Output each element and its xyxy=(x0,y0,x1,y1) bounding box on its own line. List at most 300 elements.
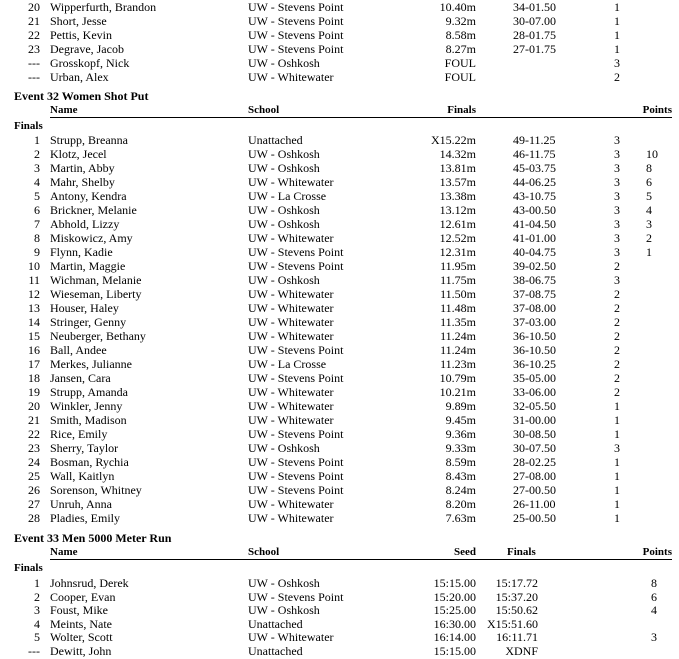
mark-metric: 9.36m xyxy=(445,427,476,441)
flight-number: 3 xyxy=(614,441,620,455)
result-row xyxy=(0,189,679,203)
school-name: UW - Whitewater xyxy=(248,511,334,525)
final-time: X15:51.60 xyxy=(487,616,538,631)
points-cell: 8 xyxy=(651,576,657,590)
mark-metric: 11.23m xyxy=(440,357,476,371)
mark-metric: 8.59m xyxy=(445,455,476,469)
mark-metric: 10.40m xyxy=(439,0,476,14)
athlete-name: Houser, Haley xyxy=(50,301,119,315)
result-row xyxy=(0,287,679,301)
flight-number: 1 xyxy=(614,511,620,525)
result-row xyxy=(0,590,679,604)
school-name: UW - Oshkosh xyxy=(248,273,320,287)
mark-imperial: 31-00.00 xyxy=(513,413,556,427)
athlete-name: Sherry, Taylor xyxy=(50,441,119,455)
school-name: UW - Stevens Point xyxy=(248,483,344,497)
mark-metric: 13.57m xyxy=(439,175,476,189)
result-row xyxy=(0,28,679,42)
header-points: Points xyxy=(642,546,672,558)
seed-time: 16:14.00 xyxy=(433,630,476,645)
athlete-name: Urban, Alex xyxy=(50,70,109,84)
athlete-name: Foust, Mike xyxy=(50,603,109,618)
result-row xyxy=(0,245,679,259)
school-name: UW - Whitewater xyxy=(248,287,334,301)
flight-number: 3 xyxy=(614,245,620,259)
school-name: UW - Stevens Point xyxy=(248,28,344,42)
athlete-name: Johnsrud, Derek xyxy=(50,576,129,590)
place-cell: 20 xyxy=(28,399,40,413)
school-name: UW - Oshkosh xyxy=(248,603,320,618)
flight-number: 3 xyxy=(614,56,620,70)
flight-number: 3 xyxy=(614,175,620,189)
school-name: UW - Whitewater xyxy=(248,175,334,189)
result-row xyxy=(0,497,679,511)
athlete-name: Winkler, Jenny xyxy=(50,399,123,413)
athlete-name: Strupp, Breanna xyxy=(50,133,128,147)
mark-imperial: 27-00.50 xyxy=(513,483,556,497)
mark-metric: 14.32m xyxy=(439,147,476,161)
mark-metric: 11.35m xyxy=(440,315,476,329)
place-cell: 21 xyxy=(28,413,40,427)
mark-imperial: 43-00.50 xyxy=(513,203,556,217)
school-name: UW - Oshkosh xyxy=(248,161,320,175)
place-cell: 4 xyxy=(34,616,40,631)
place-cell: 23 xyxy=(28,42,40,56)
points-cell: 6 xyxy=(646,175,652,189)
place-cell: 3 xyxy=(34,161,40,175)
result-row xyxy=(0,469,679,483)
event-33-title-line xyxy=(0,531,679,545)
mark-metric: 13.12m xyxy=(439,203,476,217)
place-cell: 8 xyxy=(34,231,40,245)
mark-metric: 12.61m xyxy=(439,217,476,231)
place-cell: 5 xyxy=(34,630,40,645)
mark-imperial: 27-08.00 xyxy=(513,469,556,483)
school-name: UW - Stevens Point xyxy=(248,245,344,259)
mark-imperial: 41-01.00 xyxy=(513,231,556,245)
athlete-name: Degrave, Jacob xyxy=(50,42,124,56)
athlete-name: Wall, Kaitlyn xyxy=(50,469,115,483)
flight-number: 1 xyxy=(614,455,620,469)
place-cell: 20 xyxy=(28,0,40,14)
header-name: Name xyxy=(50,546,78,558)
school-name: UW - Stevens Point xyxy=(248,455,344,469)
result-row xyxy=(0,603,679,617)
place-cell: 21 xyxy=(28,14,40,28)
flight-number: 2 xyxy=(614,371,620,385)
final-time: 15:17.72 xyxy=(495,576,538,590)
mark-imperial: 33-06.00 xyxy=(513,385,556,399)
seed-time: 15:15.00 xyxy=(433,644,476,658)
event-32-section-label: Finals xyxy=(14,120,43,132)
event-33-section-line xyxy=(0,561,679,575)
athlete-name: Stringer, Genny xyxy=(50,315,127,329)
place-cell: 11 xyxy=(28,273,40,287)
school-name: UW - Stevens Point xyxy=(248,589,344,604)
event-32-title-line xyxy=(0,89,679,103)
mark-imperial: 28-01.75 xyxy=(513,28,556,42)
result-row xyxy=(0,343,679,357)
mark-metric: FOUL xyxy=(444,70,476,84)
header-finals: Finals xyxy=(447,104,476,116)
school-name: Unattached xyxy=(248,644,303,658)
result-row xyxy=(0,175,679,189)
result-row xyxy=(0,357,679,371)
final-time: 15:37.20 xyxy=(495,589,538,604)
school-name: UW - Whitewater xyxy=(248,630,334,645)
mark-imperial: 25-00.50 xyxy=(513,511,556,525)
mark-imperial: 49-11.25 xyxy=(513,133,556,147)
athlete-name: Mahr, Shelby xyxy=(50,175,115,189)
points-cell: 1 xyxy=(646,245,652,259)
place-cell: 25 xyxy=(28,469,40,483)
athlete-name: Miskowicz, Amy xyxy=(50,231,133,245)
points-cell: 6 xyxy=(651,589,657,604)
flight-number: 1 xyxy=(614,427,620,441)
mark-imperial: 37-03.00 xyxy=(513,315,556,329)
place-cell: --- xyxy=(28,70,40,84)
flight-number: 1 xyxy=(614,413,620,427)
school-name: Unattached xyxy=(248,133,303,147)
place-cell: 6 xyxy=(34,203,40,217)
school-name: UW - Stevens Point xyxy=(248,259,344,273)
final-time: XDNF xyxy=(505,644,538,658)
mark-imperial: 44-06.25 xyxy=(513,175,556,189)
mark-metric: 9.45m xyxy=(445,413,476,427)
mark-imperial: 28-02.25 xyxy=(513,455,556,469)
place-cell: 26 xyxy=(28,483,40,497)
result-row xyxy=(0,371,679,385)
mark-metric: 10.21m xyxy=(439,385,476,399)
place-cell: 3 xyxy=(34,603,40,618)
place-cell: 2 xyxy=(34,589,40,604)
mark-imperial: 36-10.25 xyxy=(513,357,556,371)
place-cell: 23 xyxy=(28,441,40,455)
result-row xyxy=(0,56,679,70)
athlete-name: Wipperfurth, Brandon xyxy=(50,0,157,14)
event-32-header-row xyxy=(0,103,679,117)
school-name: UW - Stevens Point xyxy=(248,427,344,441)
final-time: 16:11.71 xyxy=(496,630,538,645)
mark-metric: 11.48m xyxy=(440,301,476,315)
flight-number: 3 xyxy=(614,147,620,161)
flight-number: 1 xyxy=(614,42,620,56)
mark-metric: 12.52m xyxy=(439,231,476,245)
result-row xyxy=(0,630,679,644)
athlete-name: Neuberger, Bethany xyxy=(50,329,146,343)
athlete-name: Sorenson, Whitney xyxy=(50,483,142,497)
athlete-name: Strupp, Amanda xyxy=(50,385,128,399)
flight-number: 2 xyxy=(614,70,620,84)
athlete-name: Wieseman, Liberty xyxy=(50,287,142,301)
school-name: UW - Whitewater xyxy=(248,329,334,343)
place-cell: --- xyxy=(28,644,40,658)
athlete-name: Jansen, Cara xyxy=(50,371,111,385)
final-time: 15:50.62 xyxy=(495,603,538,618)
athlete-name: Short, Jesse xyxy=(50,14,107,28)
school-name: UW - Whitewater xyxy=(248,385,334,399)
place-cell: 9 xyxy=(34,245,40,259)
result-row xyxy=(0,133,679,147)
place-cell: 27 xyxy=(28,497,40,511)
result-row xyxy=(0,231,679,245)
points-cell: 8 xyxy=(646,161,652,175)
place-cell: 22 xyxy=(28,28,40,42)
mark-metric: 9.89m xyxy=(445,399,476,413)
mark-metric: 13.81m xyxy=(439,161,476,175)
mark-imperial: 26-11.00 xyxy=(513,497,556,511)
place-cell: 16 xyxy=(28,343,40,357)
mark-metric: 11.24m xyxy=(440,329,476,343)
school-name: UW - Oshkosh xyxy=(248,441,320,455)
school-name: UW - Whitewater xyxy=(248,413,334,427)
seed-time: 15:25.00 xyxy=(433,603,476,618)
mark-metric: 8.24m xyxy=(445,483,476,497)
athlete-name: Flynn, Kadie xyxy=(50,245,113,259)
mark-metric: 11.24m xyxy=(440,343,476,357)
athlete-name: Smith, Madison xyxy=(50,413,127,427)
athlete-name: Rice, Emily xyxy=(50,427,108,441)
school-name: UW - Stevens Point xyxy=(248,0,344,14)
mark-metric: 9.32m xyxy=(445,14,476,28)
school-name: UW - Stevens Point xyxy=(248,469,344,483)
school-name: UW - Oshkosh xyxy=(248,56,320,70)
result-row xyxy=(0,301,679,315)
athlete-name: Cooper, Evan xyxy=(50,589,116,604)
mark-metric: 8.58m xyxy=(445,28,476,42)
athlete-name: Meints, Nate xyxy=(50,616,112,631)
result-row xyxy=(0,617,679,631)
mark-metric: 8.43m xyxy=(445,469,476,483)
result-row xyxy=(0,511,679,525)
result-row xyxy=(0,644,679,658)
result-row xyxy=(0,147,679,161)
header-rule xyxy=(50,559,672,560)
mark-metric: 7.63m xyxy=(445,511,476,525)
place-cell: 19 xyxy=(28,385,40,399)
school-name: UW - Stevens Point xyxy=(248,343,344,357)
flight-number: 2 xyxy=(614,315,620,329)
flight-number: 3 xyxy=(614,273,620,287)
mark-imperial: 40-04.75 xyxy=(513,245,556,259)
flight-number: 1 xyxy=(614,0,620,14)
seed-time: 15:15.00 xyxy=(433,576,476,590)
mark-imperial: 46-11.75 xyxy=(513,147,556,161)
athlete-name: Abhold, Lizzy xyxy=(50,217,120,231)
seed-time: 16:30.00 xyxy=(433,616,476,631)
school-name: UW - Oshkosh xyxy=(248,576,320,590)
athlete-name: Martin, Abby xyxy=(50,161,115,175)
result-row xyxy=(0,42,679,56)
flight-number: 3 xyxy=(614,203,620,217)
athlete-name: Bosman, Rychia xyxy=(50,455,129,469)
flight-number: 1 xyxy=(614,469,620,483)
school-name: UW - La Crosse xyxy=(248,189,327,203)
mark-metric: 11.75m xyxy=(440,273,476,287)
place-cell: 28 xyxy=(28,511,40,525)
place-cell: 12 xyxy=(28,287,40,301)
athlete-name: Antony, Kendra xyxy=(50,189,127,203)
flight-number: 3 xyxy=(614,133,620,147)
mark-imperial: 32-05.50 xyxy=(513,399,556,413)
mark-imperial: 37-08.00 xyxy=(513,301,556,315)
result-row xyxy=(0,217,679,231)
header-rule xyxy=(50,117,672,118)
school-name: UW - La Crosse xyxy=(248,357,327,371)
flight-number: 3 xyxy=(614,161,620,175)
flight-number: 2 xyxy=(614,259,620,273)
athlete-name: Grosskopf, Nick xyxy=(50,56,130,70)
points-cell: 2 xyxy=(646,231,652,245)
place-cell: 2 xyxy=(34,147,40,161)
result-row xyxy=(0,315,679,329)
school-name: UW - Stevens Point xyxy=(248,371,344,385)
mark-metric: 11.95m xyxy=(440,259,476,273)
result-row xyxy=(0,385,679,399)
school-name: UW - Oshkosh xyxy=(248,147,320,161)
flight-number: 3 xyxy=(614,189,620,203)
mark-imperial: 39-02.50 xyxy=(513,259,556,273)
result-row xyxy=(0,259,679,273)
place-cell: 24 xyxy=(28,455,40,469)
result-row xyxy=(0,203,679,217)
place-cell: 14 xyxy=(28,315,40,329)
mark-metric: X15.22m xyxy=(431,133,476,147)
place-cell: 1 xyxy=(34,133,40,147)
flight-number: 1 xyxy=(614,14,620,28)
athlete-name: Wolter, Scott xyxy=(50,630,113,645)
mark-imperial: 41-04.50 xyxy=(513,217,556,231)
mark-metric: 11.50m xyxy=(440,287,476,301)
athlete-name: Brickner, Melanie xyxy=(50,203,137,217)
school-name: UW - Stevens Point xyxy=(248,14,344,28)
athlete-name: Pladies, Emily xyxy=(50,511,120,525)
result-row xyxy=(0,273,679,287)
place-cell: 5 xyxy=(34,189,40,203)
flight-number: 1 xyxy=(614,399,620,413)
mark-imperial: 34-01.50 xyxy=(513,0,556,14)
place-cell: 4 xyxy=(34,175,40,189)
event-33-section-label: Finals xyxy=(14,562,43,574)
points-cell: 5 xyxy=(646,189,652,203)
mark-imperial: 27-01.75 xyxy=(513,42,556,56)
result-row xyxy=(0,70,679,84)
mark-imperial: 30-07.00 xyxy=(513,14,556,28)
athlete-name: Unruh, Anna xyxy=(50,497,112,511)
mark-metric: 8.20m xyxy=(445,497,476,511)
school-name: UW - Whitewater xyxy=(248,497,334,511)
school-name: UW - Stevens Point xyxy=(248,42,344,56)
flight-number: 2 xyxy=(614,357,620,371)
header-finals: Finals xyxy=(507,546,536,558)
place-cell: 18 xyxy=(28,371,40,385)
flight-number: 1 xyxy=(614,28,620,42)
mark-imperial: 35-05.00 xyxy=(513,371,556,385)
athlete-name: Martin, Maggie xyxy=(50,259,126,273)
school-name: UW - Oshkosh xyxy=(248,203,320,217)
result-row xyxy=(0,576,679,590)
flight-number: 2 xyxy=(614,385,620,399)
flight-number: 3 xyxy=(614,231,620,245)
event-32-section-line xyxy=(0,119,679,133)
school-name: UW - Whitewater xyxy=(248,70,334,84)
points-cell: 4 xyxy=(651,603,657,618)
flight-number: 2 xyxy=(614,343,620,357)
place-cell: --- xyxy=(28,56,40,70)
athlete-name: Wichman, Melanie xyxy=(50,273,142,287)
result-row xyxy=(0,441,679,455)
flight-number: 2 xyxy=(614,301,620,315)
points-cell: 3 xyxy=(651,630,657,645)
mark-imperial: 30-07.50 xyxy=(513,441,556,455)
mark-imperial: 30-08.50 xyxy=(513,427,556,441)
mark-metric: 9.33m xyxy=(445,441,476,455)
school-name: UW - Whitewater xyxy=(248,231,334,245)
place-cell: 15 xyxy=(28,329,40,343)
header-points: Points xyxy=(642,104,672,116)
athlete-name: Ball, Andee xyxy=(50,343,107,357)
place-cell: 1 xyxy=(34,576,40,590)
mark-imperial: 36-10.50 xyxy=(513,343,556,357)
school-name: Unattached xyxy=(248,616,303,631)
seed-time: 15:20.00 xyxy=(433,589,476,604)
athlete-name: Dewitt, John xyxy=(50,644,112,658)
header-school: School xyxy=(248,104,280,116)
mark-imperial: 36-10.50 xyxy=(513,329,556,343)
mark-imperial: 43-10.75 xyxy=(513,189,556,203)
mark-imperial: 37-08.75 xyxy=(513,287,556,301)
place-cell: 17 xyxy=(28,357,40,371)
flight-number: 2 xyxy=(614,329,620,343)
result-row xyxy=(0,455,679,469)
athlete-name: Merkes, Julianne xyxy=(50,357,132,371)
mark-metric: 12.31m xyxy=(439,245,476,259)
result-row xyxy=(0,329,679,343)
mark-imperial: 45-03.75 xyxy=(513,161,556,175)
school-name: UW - Whitewater xyxy=(248,399,334,413)
event-32-title: Event 32 Women Shot Put xyxy=(14,89,149,103)
flight-number: 1 xyxy=(614,497,620,511)
result-row xyxy=(0,14,679,28)
flight-number: 1 xyxy=(614,483,620,497)
event-33-header-row xyxy=(0,545,679,559)
header-school: School xyxy=(248,546,280,558)
school-name: UW - Whitewater xyxy=(248,315,334,329)
flight-number: 3 xyxy=(614,217,620,231)
header-name: Name xyxy=(50,104,78,116)
result-row xyxy=(0,399,679,413)
flight-number: 2 xyxy=(614,287,620,301)
athlete-name: Pettis, Kevin xyxy=(50,28,112,42)
points-cell: 4 xyxy=(646,203,652,217)
school-name: UW - Oshkosh xyxy=(248,217,320,231)
place-cell: 22 xyxy=(28,427,40,441)
event-33-title: Event 33 Men 5000 Meter Run xyxy=(14,531,172,545)
result-row xyxy=(0,427,679,441)
mark-metric: 10.79m xyxy=(439,371,476,385)
mark-metric: FOUL xyxy=(444,56,476,70)
points-cell: 10 xyxy=(646,147,658,161)
result-row xyxy=(0,0,679,14)
points-cell: 3 xyxy=(646,217,652,231)
header-seed: Seed xyxy=(454,546,476,558)
place-cell: 10 xyxy=(28,259,40,273)
place-cell: 7 xyxy=(34,217,40,231)
result-row xyxy=(0,483,679,497)
result-row xyxy=(0,413,679,427)
school-name: UW - Whitewater xyxy=(248,301,334,315)
mark-metric: 8.27m xyxy=(445,42,476,56)
